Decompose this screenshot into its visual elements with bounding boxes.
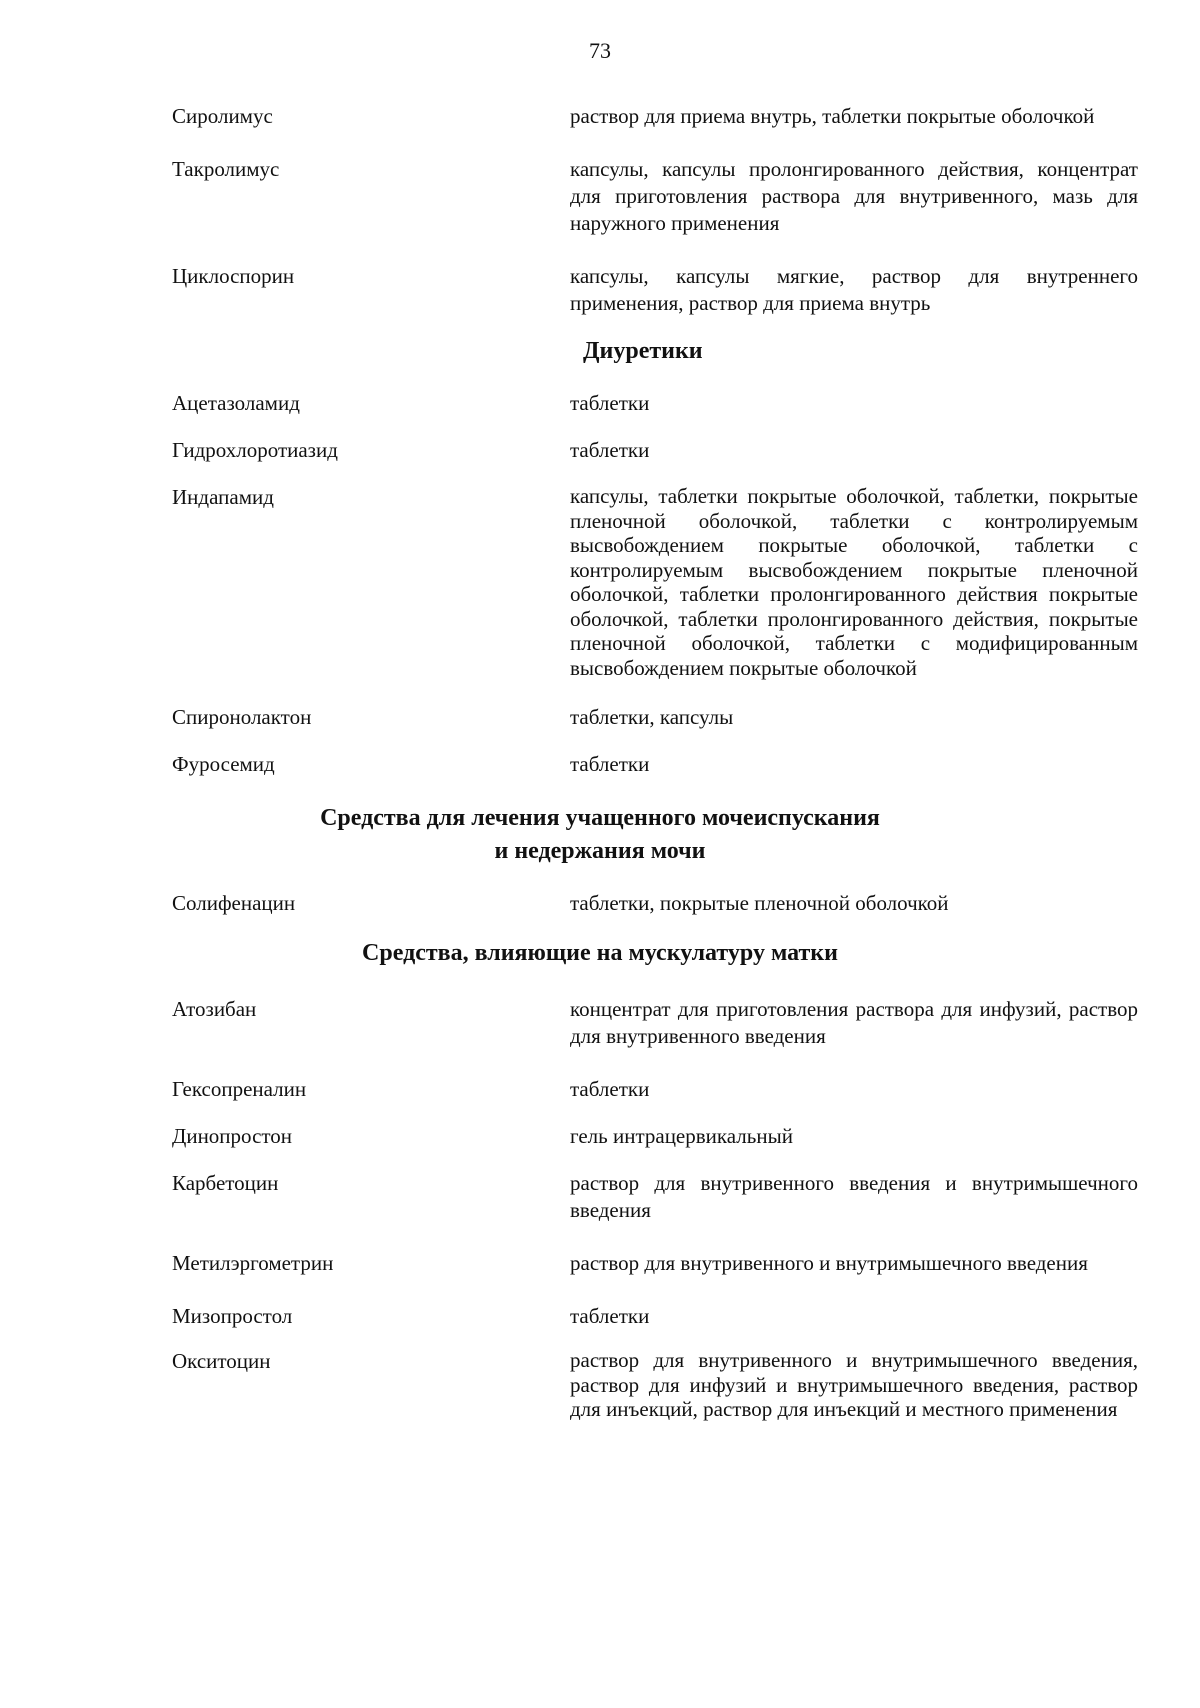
list-item bbox=[0, 103, 1200, 130]
drug-forms: раствор для внутривенного и внутримышечного введения, раствор для инфузий и внутримышечного введения, раствор для инъекций, раствор для инъекций и местного применения bbox=[570, 1348, 1138, 1421]
drug-name: Метилэргометрин bbox=[172, 1251, 334, 1275]
list-item bbox=[0, 1076, 1200, 1103]
drug-forms: таблетки, покрытые пленочной оболочкой bbox=[570, 891, 949, 915]
drug-forms: концентрат для приготовления раствора для инфузий, раствор для внутривенного введения bbox=[570, 997, 1138, 1048]
heading-line: и недержания мочи bbox=[494, 838, 706, 864]
drug-forms: таблетки, капсулы bbox=[570, 705, 734, 729]
drug-forms: таблетки bbox=[570, 752, 650, 776]
drug-forms: таблетки bbox=[570, 1077, 650, 1101]
drug-forms: таблетки bbox=[570, 1304, 650, 1328]
drug-name: Гексопреналин bbox=[172, 1077, 307, 1101]
drug-name: Гидрохлоротиазид bbox=[172, 438, 338, 462]
list-item bbox=[0, 1170, 1200, 1224]
page-number: 73 bbox=[589, 38, 611, 63]
drug-name: Циклоспорин bbox=[172, 264, 295, 288]
list-item bbox=[0, 484, 1200, 680]
drug-forms: таблетки bbox=[570, 438, 650, 462]
drug-name: Окситоцин bbox=[172, 1349, 271, 1373]
list-item bbox=[0, 1123, 1200, 1150]
list-item bbox=[0, 1348, 1200, 1422]
list-item bbox=[0, 390, 1200, 417]
section-heading-urinary bbox=[0, 802, 1200, 868]
drug-name: Ацетазоламид bbox=[172, 391, 300, 415]
drug-forms: капсулы, капсулы мягкие, раствор для внутреннего применения, раствор для приема внутрь bbox=[570, 264, 1138, 315]
drug-name: Динопростон bbox=[172, 1124, 293, 1148]
drug-forms: таблетки bbox=[570, 391, 650, 415]
list-item bbox=[0, 1250, 1200, 1277]
drug-forms: раствор для приема внутрь, таблетки покрытые оболочкой bbox=[570, 104, 1095, 128]
section-heading-uterine: Средства, влияющие на мускулатуру матки bbox=[362, 940, 838, 966]
section-heading-diuretics: Диуретики bbox=[583, 338, 703, 364]
drug-name: Атозибан bbox=[172, 997, 257, 1021]
list-item bbox=[0, 437, 1200, 464]
list-item bbox=[0, 263, 1200, 317]
drug-forms: капсулы, таблетки покрытые оболочкой, таблетки, покрытые пленочной оболочкой, таблетки с контролируемым высвобождением покрытые оболочкой, таблетки с контролируемым высвобождением покрытые пленочной оболочкой, таблетки пролонгированного действия покрытые оболочкой, таблетки пролонгированного действия, покрытые пленочной оболочкой, таблетки с модифицированным высвобождением покрытые оболочкой bbox=[570, 484, 1138, 680]
list-item bbox=[0, 704, 1200, 731]
list-item bbox=[0, 890, 1200, 917]
drug-forms: капсулы, капсулы пролонгированного действия, концентрат для приготовления раствора для внутривенного, мазь для наружного применения bbox=[570, 157, 1138, 235]
drug-name: Мизопростол bbox=[172, 1304, 293, 1328]
list-item bbox=[0, 996, 1200, 1050]
heading-line: Средства для лечения учащенного мочеиспускания bbox=[320, 805, 880, 831]
drug-name: Такролимус bbox=[172, 157, 280, 181]
drug-name: Фуросемид bbox=[172, 752, 275, 776]
drug-name: Сиролимус bbox=[172, 104, 273, 128]
list-item bbox=[0, 156, 1200, 237]
drug-forms: раствор для внутривенного и внутримышечного введения bbox=[570, 1251, 1088, 1275]
drug-name: Солифенацин bbox=[172, 891, 296, 915]
drug-name: Спиронолактон bbox=[172, 705, 312, 729]
list-item bbox=[0, 1303, 1200, 1330]
list-item bbox=[0, 751, 1200, 778]
drug-forms: гель интрацервикальный bbox=[570, 1124, 793, 1148]
drug-name: Карбетоцин bbox=[172, 1171, 279, 1195]
drug-forms: раствор для внутривенного введения и внутримышечного введения bbox=[570, 1171, 1138, 1222]
drug-list bbox=[0, 103, 1200, 1448]
drug-name: Индапамид bbox=[172, 485, 274, 509]
